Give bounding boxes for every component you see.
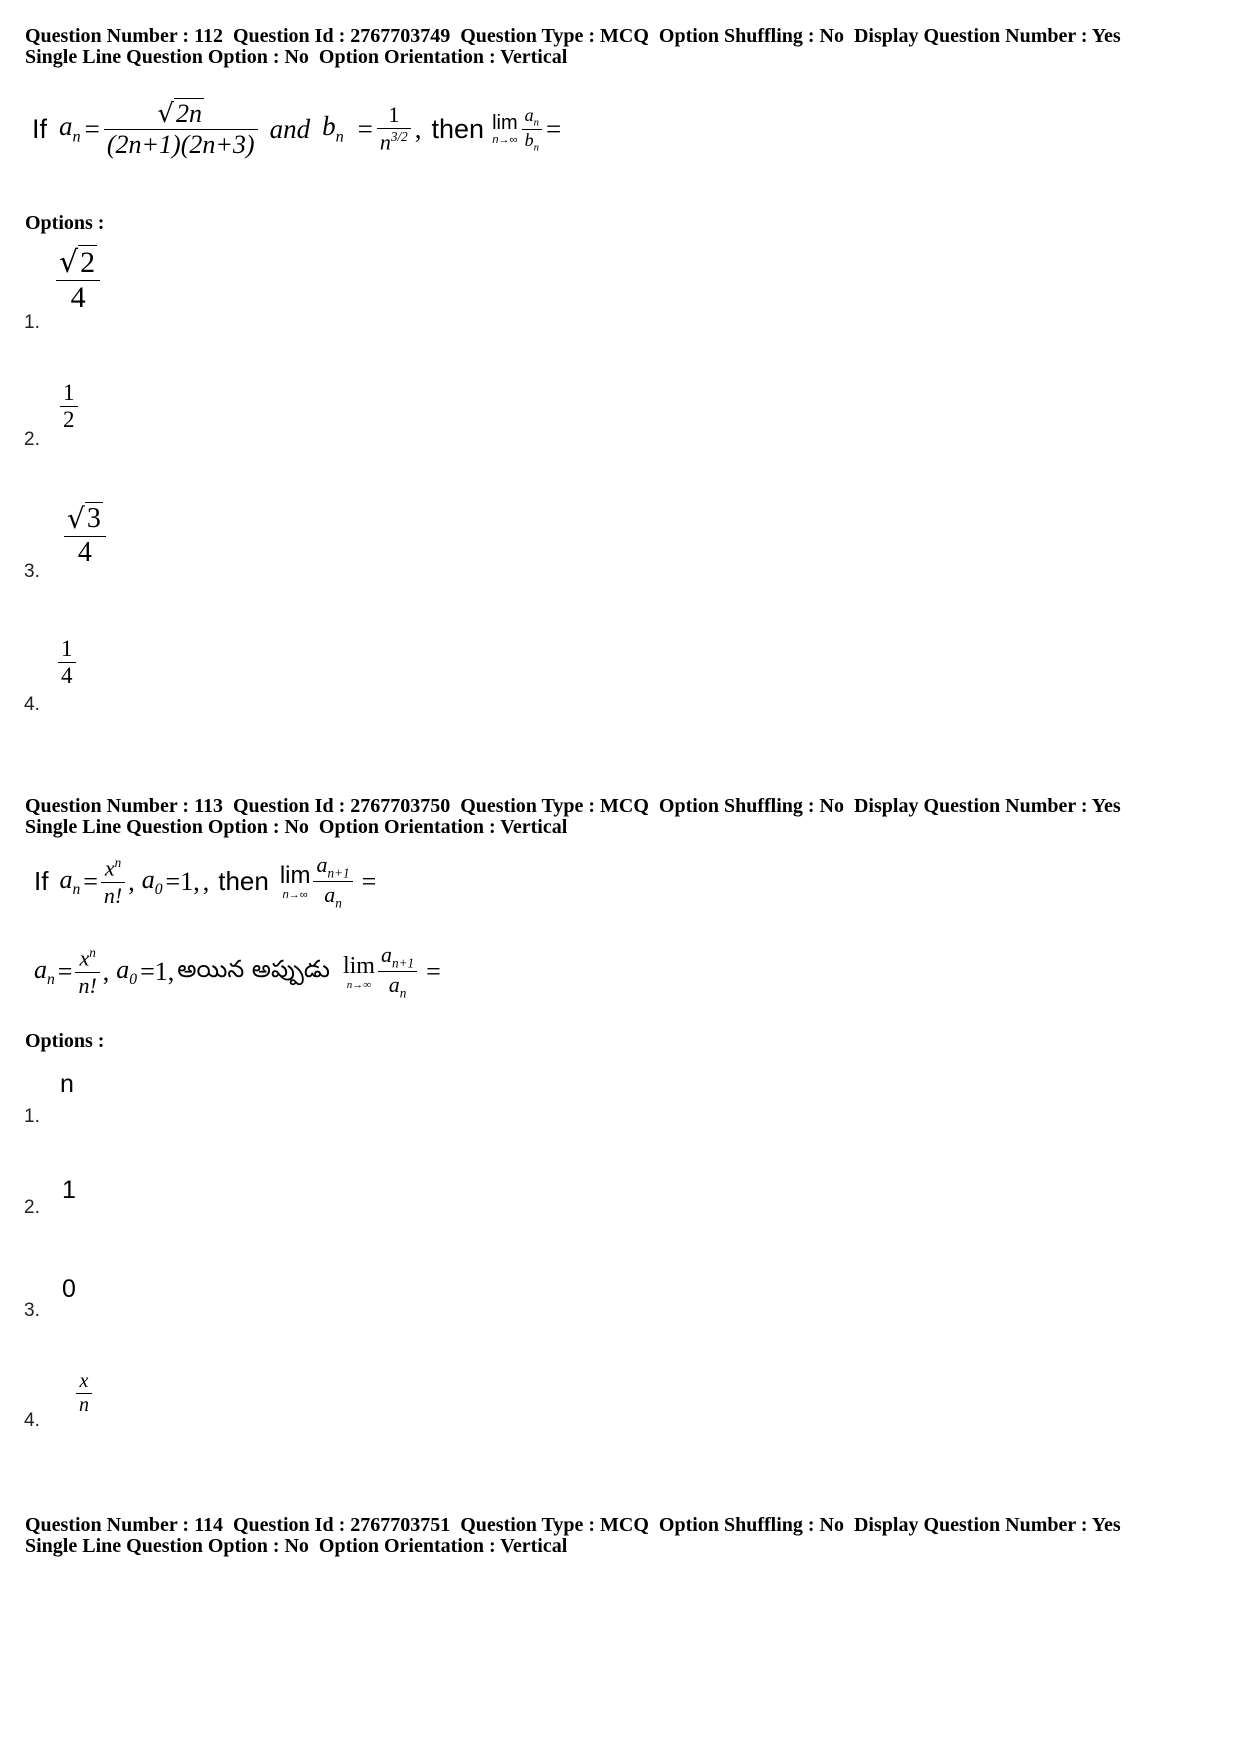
option-2-value[interactable]: 1	[62, 1176, 76, 1204]
option-number: 4.	[24, 1410, 40, 1431]
option-4-value[interactable]: $\frac{1}{4}$	[58, 636, 76, 689]
question-meta-line1: Question Number : 112 Question Id : 2767703749 Question Type : MCQ Option Shuffling : No Display Question Number : Yes	[25, 25, 1121, 47]
and-word: and	[269, 113, 311, 144]
option-number: 3.	[24, 561, 40, 582]
option-number: 4.	[24, 694, 40, 715]
option-1-value[interactable]: n	[60, 1070, 74, 1098]
question-113-stem-english: If $a_n$ = $\frac{x^n}{n!}$ , $a_0$ =1, , then lim n→∞ $\frac{a_{n+1}}{a_n}$ =	[34, 852, 377, 911]
ratio-fraction: $\frac{a_n}{b_n}$	[522, 105, 542, 153]
question-meta-line1: Question Number : 114 Question Id : 2767703751 Question Type : MCQ Option Shuffling : No Display Question Number : Yes	[25, 1514, 1121, 1536]
question-header-112	[25, 26, 1121, 68]
limit-operator: lim n→∞	[492, 112, 518, 146]
if-word: If	[32, 113, 48, 144]
limit-operator: lim n→∞	[342, 952, 375, 991]
options-label: Options :	[25, 1030, 105, 1052]
question-header-114	[25, 1515, 1121, 1557]
limit-operator: lim n→∞	[279, 862, 311, 902]
option-number: 1.	[24, 1106, 40, 1127]
question-meta-line2: Single Line Question Option : No Option Orientation : Vertical	[25, 46, 568, 68]
question-meta-line2: Single Line Question Option : No Option Orientation : Vertical	[25, 816, 568, 838]
option-number: 2.	[24, 429, 40, 450]
question-meta-line2: Single Line Question Option : No Option Orientation : Vertical	[25, 1535, 568, 1557]
options-label: Options :	[25, 212, 105, 234]
option-number: 2.	[24, 1197, 40, 1218]
question-header-113	[25, 796, 1121, 838]
option-1-value[interactable]: √ 2 4	[56, 245, 100, 315]
question-meta-line1: Question Number : 113 Question Id : 2767703750 Question Type : MCQ Option Shuffling : No Display Question Number : Yes	[25, 795, 1121, 817]
option-4-value[interactable]: $\frac{x}{n}$	[76, 1370, 92, 1417]
option-number: 1.	[24, 312, 40, 333]
question-113-stem-telugu: $a_n$ = $\frac{x^n}{n!}$ , $a_0$ =1, అయిన అప్పుడు lim n→∞ $\frac{a_{n+1}}{a_n}$ =	[34, 942, 441, 1001]
option-number: 3.	[24, 1300, 40, 1321]
question-112-stem: If $a_n$ = √ 2n (2n+1)(2n+3) and $b_n$ = $\frac{1}{n^{3/2}}$ , then lim n→∞ $\frac{a_n}{b_n}$ =	[32, 99, 562, 159]
a-n-fraction: √ 2n (2n+1)(2n+3)	[104, 98, 258, 160]
telugu-text: అయిన అప్పుడు	[177, 954, 330, 983]
option-2-value[interactable]: $\frac{1}{2}$	[60, 380, 78, 433]
then-word: then	[431, 113, 485, 144]
a-n-symbol: $a_n$	[59, 111, 81, 146]
b-n-fraction: $\frac{1}{n^{3/2}}$	[377, 102, 411, 155]
option-3-value[interactable]: √ 3 4	[64, 502, 106, 569]
option-3-value[interactable]: 0	[62, 1275, 76, 1303]
